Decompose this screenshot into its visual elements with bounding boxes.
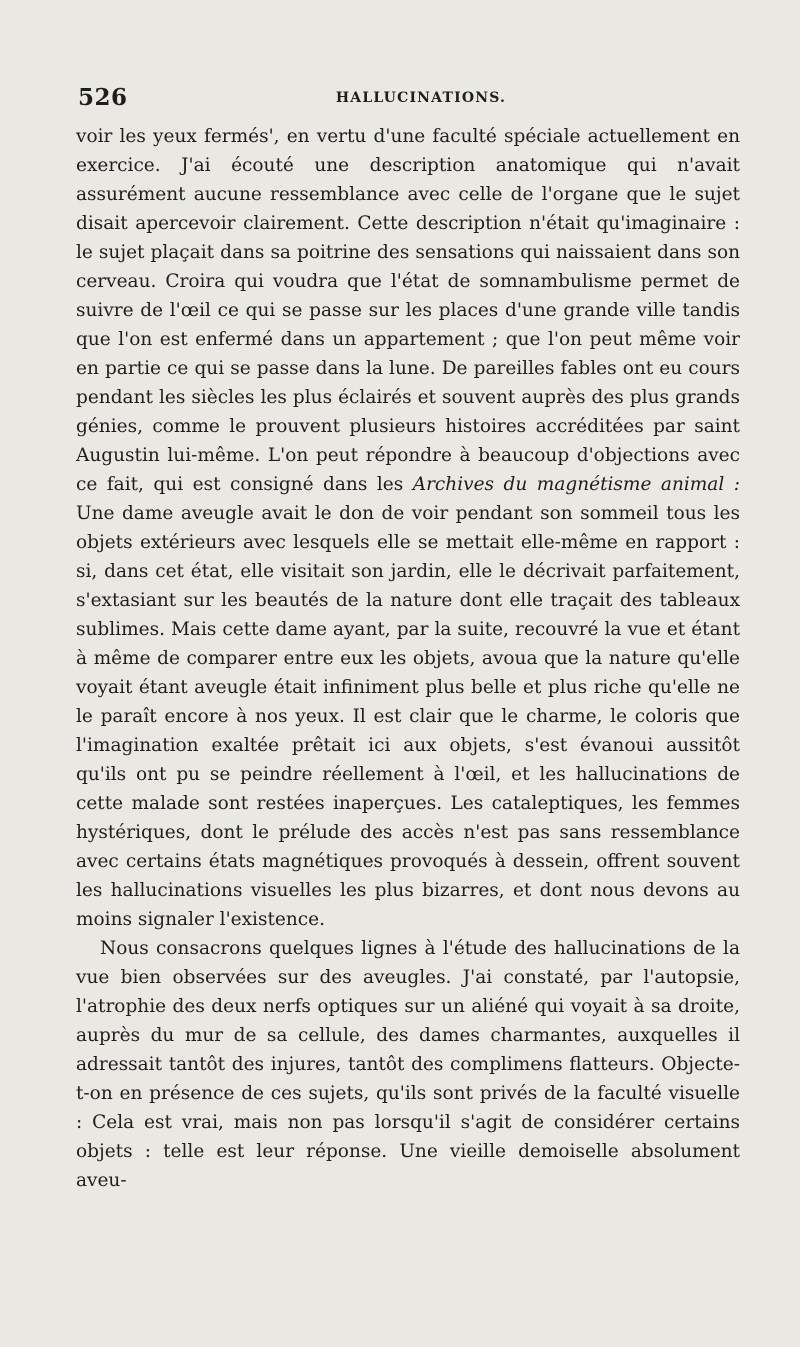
page-number: 526: [78, 84, 128, 111]
paragraph-1-text-before: voir les yeux fermés', en vertu d'une faculté spéciale actuellement en exercice. J'ai écouté une description anatomique qui n'avait assurément aucune ressemblance avec celle de l'organe que le sujet disait apercevoir clairement. Cette description n'était qu'imaginaire : le sujet plaçait dans sa poitrine des sensations qui naissaient dans son cerveau. Croira qui voudra que l'état de somnambulisme permet de suivre de l'œil ce qui se passe sur les places d'une grande ville tandis que l'on est enfermé dans un appartement ; que l'on peut même voir en partie ce qui se passe dans la lune. De pareilles fables ont eu cours pendant les siècles les plus éclairés et souvent auprès des plus grands génies, comme le prouvent plusieurs histoires accréditées par saint Augustin lui-même. L'on peut répondre à beaucoup d'objections avec ce fait, qui est consigné dans les: [76, 126, 740, 495]
paragraph-1-text-after: Une dame aveugle avait le don de voir pendant son sommeil tous les objets extérieurs avec lesquels elle se mettait elle-même en rapport : si, dans cet état, elle visitait son jardin, elle le décrivait parfaitement, s'extasiant sur les beautés de la nature dont elle traçait des tableaux sublimes. Mais cette dame ayant, par la suite, recouvré la vue et étant à même de comparer entre eux les objets, avoua que la nature qu'elle voyait étant aveugle était infiniment plus belle et plus riche qu'elle ne le paraît encore à nos yeux. Il est clair que le charme, le coloris que l'imagination exaltée prêtait ici aux objets, s'est évanoui aussitôt qu'ils ont pu se peindre réellement à l'œil, et les hallucinations de cette malade sont restées inaperçues. Les cataleptiques, les femmes hystériques, dont le prélude des accès n'est pas sans ressemblance avec certains états magnétiques provoqués à dessein, offrent souvent les hallucinations visuelles les plus bizarres, et dont nous devons au moins signaler l'existence.: [76, 503, 740, 930]
page-header: [78, 84, 764, 114]
paragraph-2: Nous consacrons quelques lignes à l'étude des hallucinations de la vue bien observées sur des aveugles. J'ai constaté, par l'autopsie, l'atrophie des deux nerfs optiques sur un aliéné qui voyait à sa droite, auprès du mur de sa cellule, des dames charmantes, auxquelles il adressait tantôt des injures, tantôt des complimens flatteurs. Objecte-t-on en présence de ces sujets, qu'ils sont privés de la faculté visuelle : Cela est vrai, mais non pas lorsqu'il s'agit de considérer certains objets : telle est leur réponse. Une vieille demoiselle absolument aveu-: [76, 938, 740, 1191]
paragraph-1: [76, 122, 740, 934]
running-title: HALLUCINATIONS.: [335, 90, 507, 106]
paragraph-1-italic-title: Archives du magnétisme animal :: [412, 474, 741, 495]
page-body: [76, 122, 740, 1195]
